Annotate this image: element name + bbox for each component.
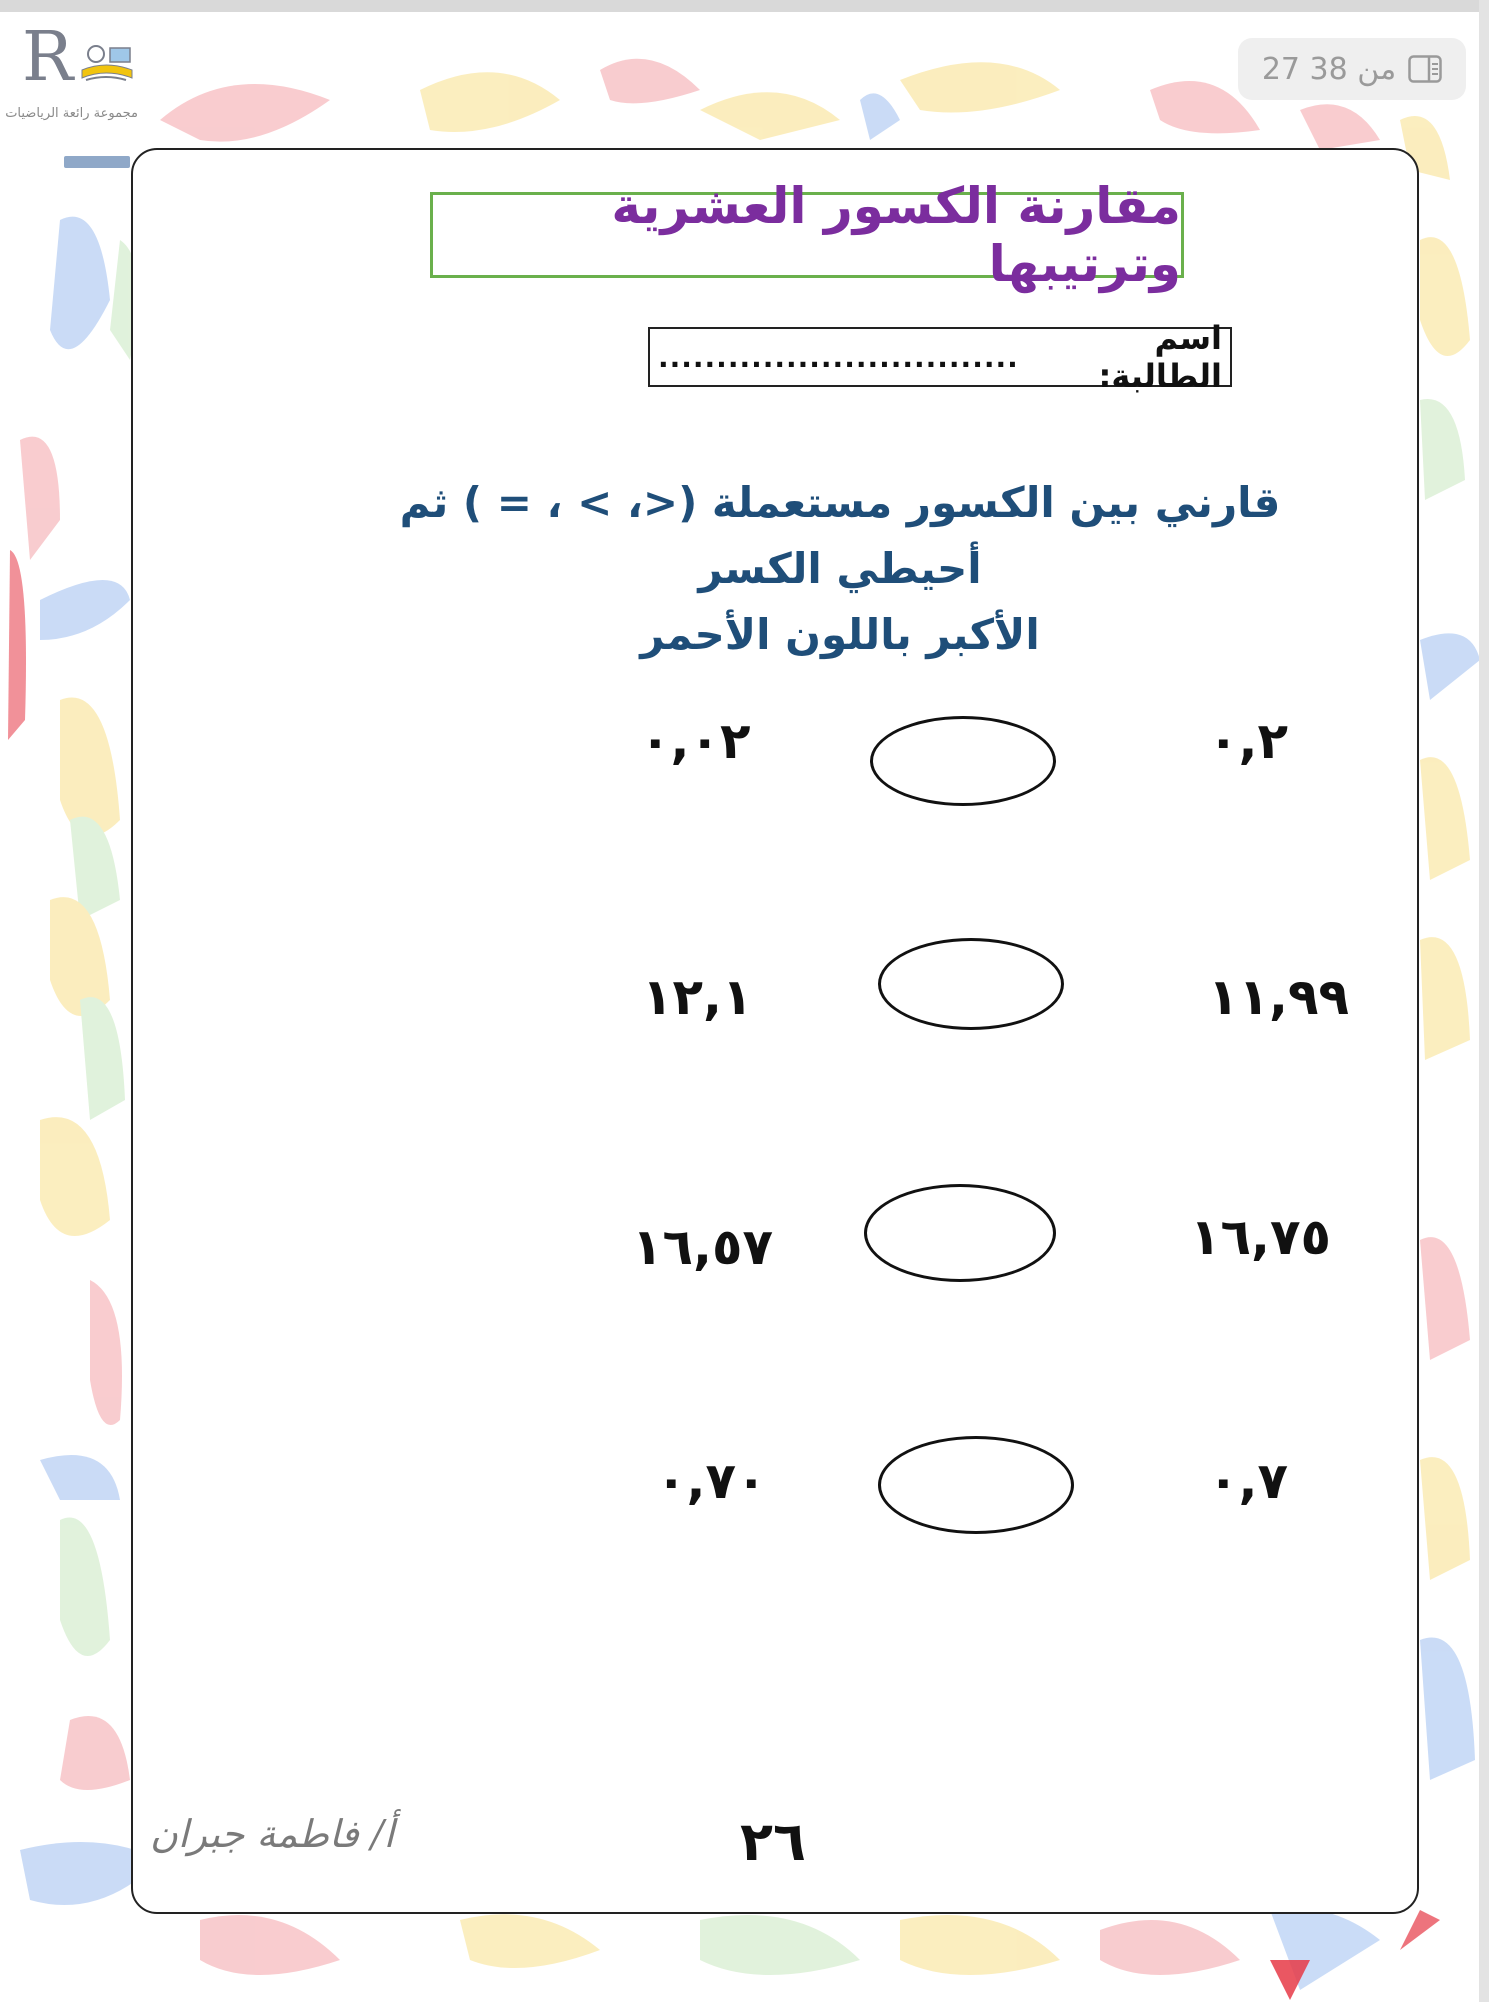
viewer-top-edge [0, 0, 1489, 12]
worksheet-card [131, 148, 1419, 1914]
viewer-scroll-edge [1479, 0, 1489, 2002]
page-indicator-label: 27 من 38 [1261, 51, 1397, 87]
student-name-label: اسم الطالبة: [1098, 319, 1222, 395]
logo-tag [64, 156, 130, 168]
comparison-1-right-number: ٠,٢ [1208, 712, 1289, 770]
comparison-3-answer-oval[interactable] [864, 1184, 1056, 1282]
instruction-text [320, 470, 1360, 668]
student-name-box [648, 319, 1232, 395]
page-number: ٢٦ [740, 1810, 806, 1873]
comparison-3-right-number: ١٦,٧٥ [1190, 1208, 1332, 1266]
sidebar-toggle-icon[interactable] [1408, 55, 1442, 83]
comparison-2-answer-oval[interactable] [878, 938, 1064, 1030]
comparison-4-answer-oval[interactable] [878, 1436, 1074, 1534]
comparison-2-right-number: ١١,٩٩ [1208, 968, 1350, 1026]
publisher-logo [5, 18, 138, 142]
logo-text: مجموعة رائعة الرياضيات [5, 106, 138, 121]
student-name-field[interactable]: ............................... [658, 340, 1019, 374]
instruction-line-1: قارني بين الكسور مستعملة (<، > ، = ) ثم أحيطي الكسر [399, 478, 1281, 593]
comparison-4-left-number: ٠,٧٠ [656, 1452, 767, 1510]
logo-letter: R [22, 18, 74, 97]
teacher-signature: أ/ فاطمة جبران [150, 1812, 395, 1856]
instruction-line-2: الأكبر باللون الأحمر [640, 610, 1040, 659]
comparison-2-left-number: ١٢,١ [642, 968, 753, 1026]
books-logo-icon [76, 40, 136, 90]
comparison-4-right-number: ٠,٧ [1208, 1452, 1289, 1510]
worksheet-title-box [430, 177, 1184, 293]
comparison-3-left-number: ١٦,٥٧ [632, 1218, 774, 1276]
worksheet-title: مقارنة الكسور العشرية وترتيبها [611, 177, 1181, 293]
page-indicator[interactable] [1238, 38, 1466, 100]
comparison-1-answer-oval[interactable] [870, 716, 1056, 806]
comparison-1-left-number: ٠,٠٢ [640, 712, 751, 770]
